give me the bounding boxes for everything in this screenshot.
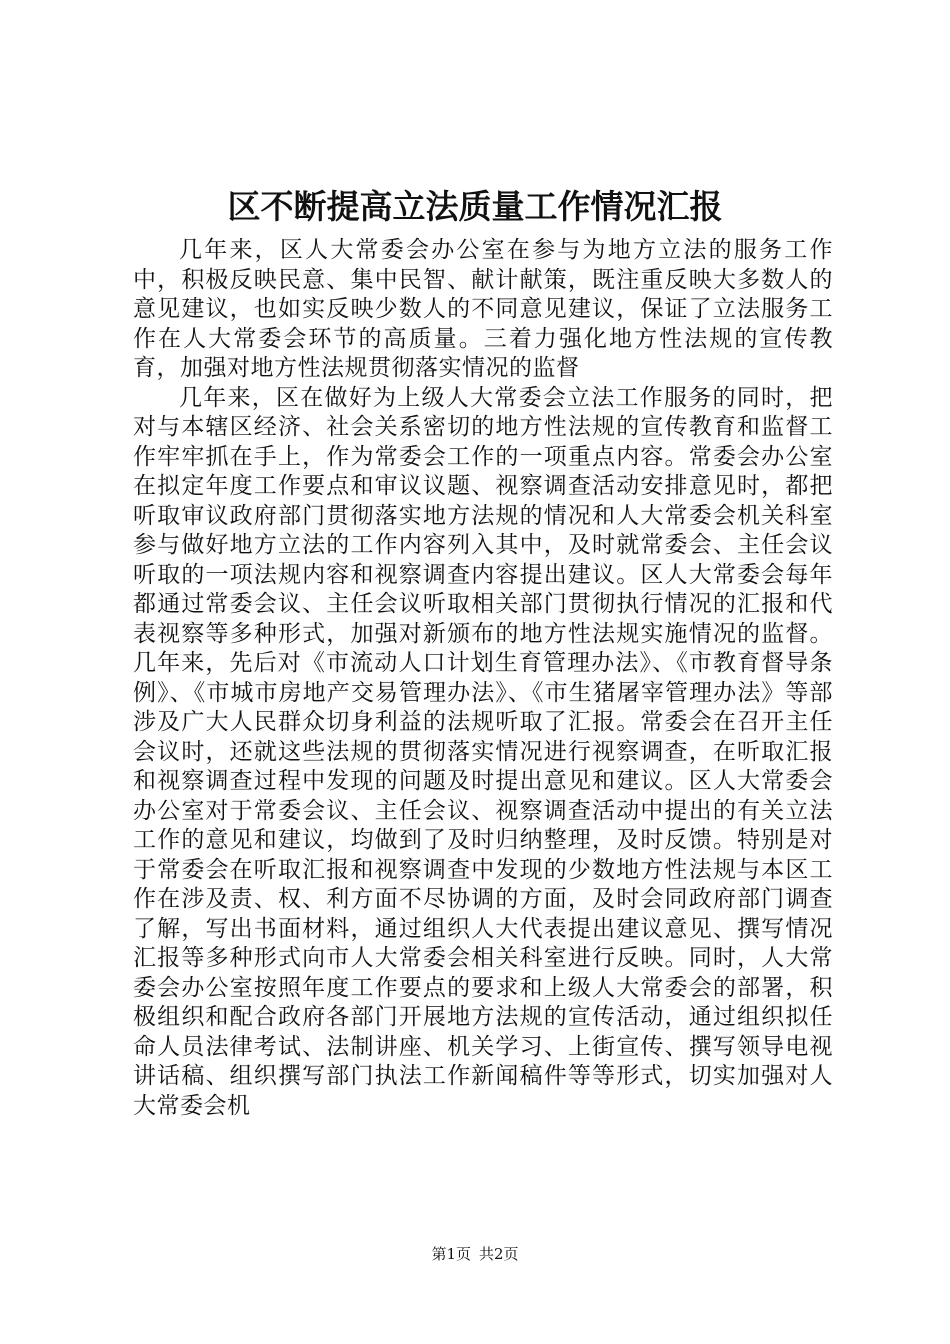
- page-footer: [0, 1244, 950, 1264]
- page-total: 共2页: [479, 1245, 519, 1263]
- paragraph-1: 几年来，区人大常委会办公室在参与为地方立法的服务工作中，积极反映民意、集中民智、献计献策，既注重反映大多数人的意见建议，也如实反映少数人的不同意见建议，保证了立法服务工作在人大常委会环节的高质量。三着力强化地方性法规的宣传教育，加强对地方性法规贯彻落实情况的监督: [133, 237, 833, 381]
- paragraph-2: 几年来，区在做好为上级人大常委会立法工作服务的同时，把对与本辖区经济、社会关系密切的地方性法规的宣传教育和监督工作牢牢抓在手上，作为常委会工作的一项重点内容。常委会办公室在拟定年度工作要点和审议议题、视察调查活动安排意见时，都把听取审议政府部门贯彻落实地方法规的情况和人大常委会机关科室参与做好地方立法的工作内容列入其中，及时就常委会、主任会议听取的一项法规内容和视察调查内容提出建议。区人大常委会每年都通过常委会议、主任会议听取相关部门贯彻执行情况的汇报和代表视察等多种形式，加强对新颁布的地方性法规实施情况的监督。几年来，先后对《市流动人口计划生育管理办法》、《市教育督导条例》、《市城市房地产交易管理办法》、《市生猪屠宰管理办法》等部涉及广大人民群众切身利益的法规听取了汇报。常委会在召开主任会议时，还就这些法规的贯彻落实情况进行视察调查，在听取汇报和视察调查过程中发现的问题及时提出意见和建议。区人大常委会办公室对于常委会议、主任会议、视察调查活动中提出的有关立法工作的意见和建议，均做到了及时归纳整理，及时反馈。特别是对于常委会在听取汇报和视察调查中发现的少数地方性法规与本区工作在涉及责、权、利方面不尽协调的方面，及时会同政府部门调查了解，写出书面材料，通过组织人大代表提出建议意见、撰写情况汇报等多种形式向市人大常委会相关科室进行反映。同时，人大常委会办公室按照年度工作要点的要求和上级人大常委会的部署，积极组织和配合政府各部门开展地方法规的宣传活动，通过组织拟任命人员法律考试、法制讲座、机关学习、上街宣传、撰写领导电视讲话稿、组织撰写部门执法工作新闻稿件等等形式，切实加强对人大常委会机: [133, 384, 833, 1119]
- document-body: [133, 236, 833, 1121]
- document-title: 区不断提高立法质量工作情况汇报: [227, 187, 723, 226]
- page-number: 第1页: [431, 1245, 471, 1263]
